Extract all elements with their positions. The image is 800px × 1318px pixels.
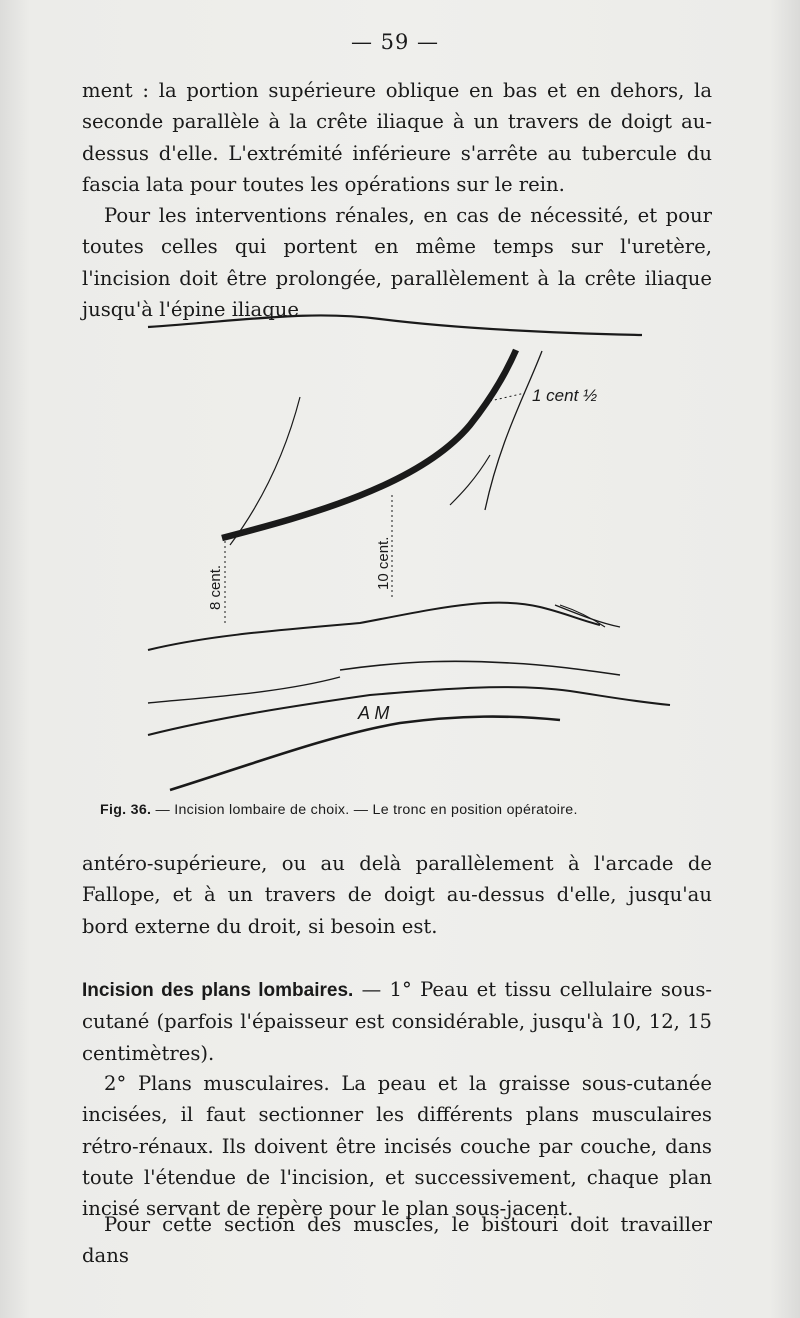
paragraph-5: 2° Plans musculaires. La peau et la graisse sous-cutanée incisées, il faut sectionner les différents plans musculaires rétro-rénaux. Ils doivent être incisés couche par couche, dans toute l'étendue de l'incision, et successivement, chaque plan incisé servant de repère pour le plan sous-jacent. <box>82 1072 712 1221</box>
label-am: A M <box>358 703 390 723</box>
incision-diagram <box>130 305 700 800</box>
caption-text: — Incision lombaire de choix. — Le tronc en position opératoire. <box>151 802 578 818</box>
paragraph-4 <box>82 974 712 1069</box>
caption-label: Fig. 36. <box>100 802 152 818</box>
iliac-crest-right-branch <box>555 605 620 627</box>
right-short-line <box>450 455 490 505</box>
paragraph-4-text: — 1° Peau et tissu cellulaire sous-cutané (parfois l'épaisseur est considérable, jusqu'à 10, 12, 15 centimètres). <box>82 978 712 1065</box>
paragraph-1: ment : la portion supérieure oblique en bas et en dehors, la seconde parallèle à la crête iliaque à un travers de doigt au-dessus d'elle. L'extrémité inférieure s'arrête au tubercule du fascia lata pour toutes les opérations sur le rein. <box>82 79 712 196</box>
incision-line <box>222 350 516 538</box>
label-one-cm-half: 1 cent ½ <box>532 386 598 405</box>
section-heading: Incision des plans lombaires. <box>82 980 354 1001</box>
label-ten-cm: 10 cent. <box>375 536 392 590</box>
middle-contour-line <box>340 661 620 675</box>
page-number: — 59 — <box>350 30 440 54</box>
middle-contour-left <box>148 677 340 703</box>
paragraph-6: Pour cette section des muscles, le bistouri doit travailler dans <box>82 1213 712 1268</box>
left-oblique-line <box>230 397 300 545</box>
label-eight-cm: 8 cent. <box>207 564 224 610</box>
top-contour-line <box>148 315 642 335</box>
paragraph-3: antéro-supérieure, ou au delà parallèlement à l'arcade de Fallope, et à un travers de doigt au-dessus d'elle, jusqu'au bord externe du droit, si besoin est. <box>82 852 712 938</box>
right-parallel-line <box>485 351 542 510</box>
figure-lumbar-incision <box>130 305 700 800</box>
bottom-contour-line <box>170 717 560 790</box>
lower-contour-line <box>148 687 670 735</box>
paragraph-2: Pour les interventions rénales, en cas de nécessité, et pour toutes celles qui portent en même temps sur l'uretère, l'incision doit être prolongée, parallèlement à la crête iliaque jusqu'à l'épine iliaque <box>82 204 712 321</box>
figure-caption <box>100 802 700 818</box>
